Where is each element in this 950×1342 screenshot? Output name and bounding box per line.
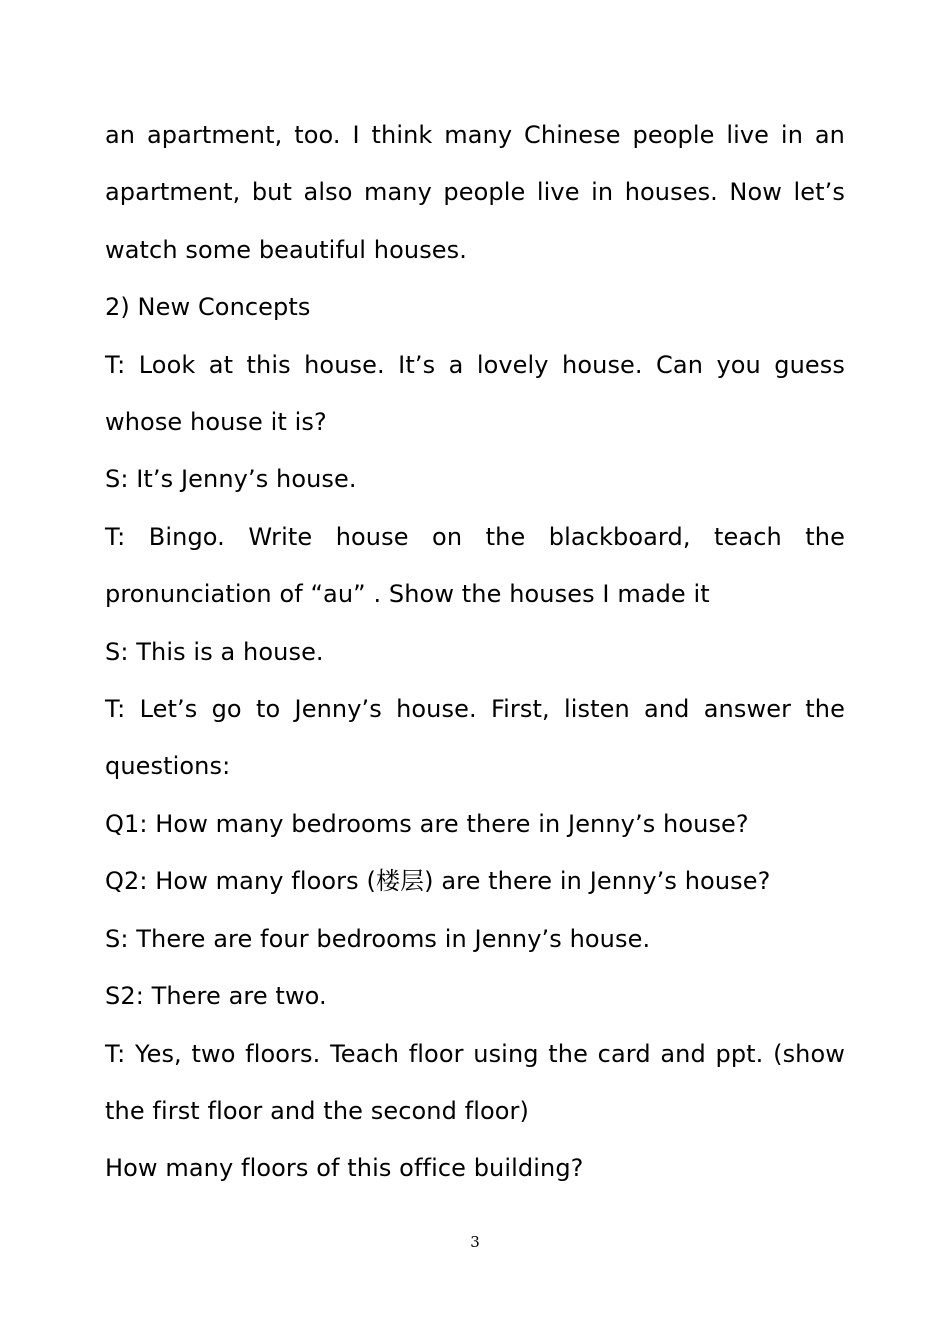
document-body xyxy=(105,107,845,1198)
paragraph-question-2: Q2: How many floors (楼层) are there in Jenny’s house? xyxy=(105,867,771,896)
paragraph-teacher-listen: T: Let’s go to Jenny’s house. First, listen and answer the questions: xyxy=(105,695,845,781)
paragraph-intro: an apartment, too. I think many Chinese people live in an apartment, but also many people live in houses. Now let’s watch some beautiful houses. xyxy=(105,121,845,264)
paragraph-student-house: S: This is a house. xyxy=(105,637,324,666)
paragraph-question-1: Q1: How many bedrooms are there in Jenny’s house? xyxy=(105,809,749,838)
paragraph-student2-two: S2: There are two. xyxy=(105,982,327,1011)
page-number: 3 xyxy=(470,1233,480,1251)
paragraph-teacher-bingo: T: Bingo. Write house on the blackboard, teach the pronunciation of “au” . Show the houses I made it xyxy=(105,522,845,609)
section-heading: 2) New Concepts xyxy=(105,293,311,322)
paragraph-student-bedrooms: S: There are four bedrooms in Jenny’s house. xyxy=(105,924,651,953)
paragraph-teacher-floors: T: Yes, two floors. Teach floor using the card and ppt. (show the first floor and the second floor) xyxy=(105,1039,845,1125)
paragraph-student-jenny: S: It’s Jenny’s house. xyxy=(105,465,357,494)
paragraph-teacher-look: T: Look at this house. It’s a lovely house. Can you guess whose house it is? xyxy=(105,350,845,437)
paragraph-office-building: How many floors of this office building? xyxy=(105,1154,584,1183)
